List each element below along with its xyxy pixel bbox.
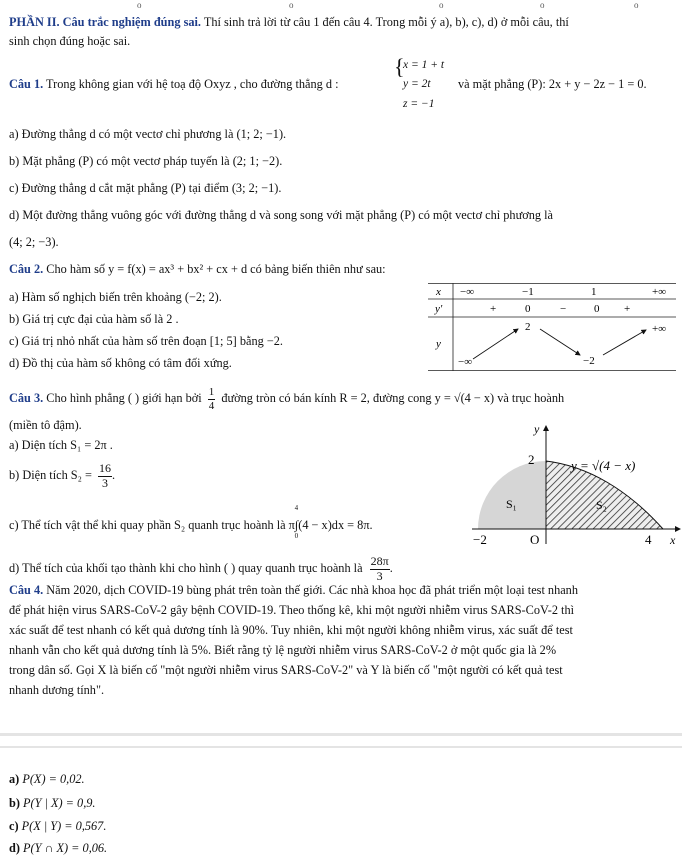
q3-b-num: 16 xyxy=(99,461,112,475)
q3-fraction xyxy=(208,386,216,412)
option-key: d) xyxy=(9,841,20,855)
q4-option-c xyxy=(9,819,106,835)
q1-brace: { xyxy=(394,54,405,79)
x-axis-label: x xyxy=(670,533,676,547)
vt-y-val: +∞ xyxy=(652,323,667,335)
vt-sign: − xyxy=(560,303,567,315)
q3-graph xyxy=(468,420,682,548)
q3-text3: (miền tô đậm). xyxy=(9,418,82,432)
q3-frac-num: 1 xyxy=(208,386,215,398)
vt-x-val: +∞ xyxy=(652,286,667,298)
q4-line-5: trong dân số. Gọi X là biến cố "một người nhiễm virus SARS-CoV-2" và Y là biến cố "một người có kết quả test xyxy=(9,663,563,677)
q3-c-expr: π∫(4 − x)dx = 8π. xyxy=(288,518,373,532)
q3-stem xyxy=(9,386,564,412)
tick-2: 2 xyxy=(528,452,535,467)
q2-c: c) Giá trị nhỏ nhất của hàm số trên đoạn [1; 5] bằng −2. xyxy=(9,334,283,348)
q2-b: b) Giá trị cực đại của hàm số là 2 . xyxy=(9,312,179,326)
s2-label: S₂ xyxy=(596,498,607,512)
top-mark: o xyxy=(289,0,294,10)
part-title: PHẦN II. Câu trắc nghiệm đúng sai. xyxy=(9,15,201,29)
q4-label: Câu 4. xyxy=(9,583,44,597)
q4-line-6: nhanh dương tính". xyxy=(9,683,105,697)
option-key: c) xyxy=(9,819,19,833)
q3-c-upper: 4 xyxy=(294,504,299,512)
vt-y-val: −∞ xyxy=(458,356,473,368)
tick-4: 4 xyxy=(645,532,652,547)
option-value: P(X) = 0,02. xyxy=(22,772,85,786)
vt-x-val: −1 xyxy=(522,286,534,298)
vt-y-val: 2 xyxy=(525,321,531,333)
q2-d: d) Đồ thị của hàm số không có tâm đối xứng. xyxy=(9,356,232,370)
q3-d-num: 28π xyxy=(370,554,389,568)
s1-region xyxy=(478,461,546,529)
q1-c: c) Đường thẳng d cắt mặt phẳng (P) tại điểm (3; 2; −1). xyxy=(9,181,282,195)
q3-b-fraction xyxy=(98,462,112,491)
q1-d-line1: d) Một đường thẳng vuông góc với đường thẳng d và song song với mặt phẳng (P) có một vectơ chỉ phương là xyxy=(9,208,553,222)
option-value: P(X | Y) = 0,567. xyxy=(21,819,107,833)
q3-d: d) Thể tích của khối tạo thành khi cho hình ( ) quay quanh trục hoành là $\frac{28\pi}{3}$ . xyxy=(9,554,393,583)
option-value: P(Y ∩ X) = 0,06. xyxy=(23,841,108,855)
q3-c-lower: 0 xyxy=(294,532,299,540)
vt-y-label: y xyxy=(436,338,441,350)
vt-sign: 0 xyxy=(525,303,531,315)
q1-plane: và mặt phẳng (P): 2x + y − 2z − 1 = 0. xyxy=(458,77,647,91)
q1-sys-2: y = 2t xyxy=(403,78,431,90)
top-mark: o xyxy=(439,0,444,10)
option-key: b) xyxy=(9,796,20,810)
origin-label: O xyxy=(530,532,540,547)
vt-x-label: x xyxy=(436,286,441,298)
q1-d-line2: (4; 2; −3). xyxy=(9,235,59,249)
vt-arrow-up xyxy=(473,329,518,359)
option-value: P(Y | X) = 0,9. xyxy=(23,796,96,810)
q3-c-text: c) Thể tích vật thể khi quay phần S₂ quanh trục hoành là xyxy=(9,518,286,532)
q3-a: a) Diện tích S₁ = 2π . xyxy=(9,438,113,452)
vt-arrow-down xyxy=(540,329,580,355)
q3-frac-den: 4 xyxy=(208,399,215,412)
top-mark: o xyxy=(137,0,142,10)
vt-sign: + xyxy=(490,303,497,315)
vt-yp-label: y' xyxy=(435,303,443,315)
q2-text: Cho hàm số y = f(x) = ax³ + bx² + cx + d có bảng biến thiên như sau: xyxy=(46,262,386,276)
part-instruction-2: sinh chọn đúng hoặc sai. xyxy=(9,34,131,48)
q3-b: b) Diện tích S₂ = $\frac{16}{3}$ . xyxy=(9,461,116,490)
option-key: a) xyxy=(9,772,20,786)
q4-line-1 xyxy=(9,583,578,599)
vt-x-val: −∞ xyxy=(460,286,475,298)
q3-b-den: 3 xyxy=(102,475,109,490)
q3-text1: Cho hình phẳng ( ) giới hạn bởi xyxy=(46,390,202,405)
vt-arrow-up xyxy=(603,330,646,355)
q1-text: Trong không gian với hệ toạ độ Oxyz , cho đường thẳng d : xyxy=(46,77,339,91)
top-mark: o xyxy=(634,0,639,10)
curve-label: y = √(4 − x) xyxy=(571,458,636,473)
vt-y-val: −2 xyxy=(583,355,595,367)
separator xyxy=(0,733,682,736)
q1-stem xyxy=(9,77,338,93)
vt-sign: + xyxy=(624,303,631,315)
q4-option-d xyxy=(9,841,107,857)
q2-stem xyxy=(9,262,386,278)
q4-line-4: nhanh vẫn cho kết quả dương tính là 5%. Biết rằng tỷ lệ người nhiễm virus SARS-CoV-2 ở một quốc gia là 2% xyxy=(9,643,557,657)
tick-minus-2: −2 xyxy=(473,532,487,547)
q1-sys-1: x = 1 + t xyxy=(403,59,445,71)
part-header xyxy=(9,15,569,31)
q1-b: b) Mặt phẳng (P) có một vectơ pháp tuyến là (2; 1; −2). xyxy=(9,154,283,168)
separator xyxy=(0,746,682,748)
top-mark: o xyxy=(540,0,545,10)
q4-line-3: xác suất để test nhanh có kết quả dương tính là 90%. Tuy nhiên, khi một người không nhiễm virus, xác suất để test xyxy=(9,623,573,637)
q2-label: Câu 2. xyxy=(9,262,44,276)
q4-line-2: để phát hiện virus SARS-CoV-2 gây bệnh COVID-19. Theo thống kê, khi một người nhiễm virus SARS-CoV-2 thì xyxy=(9,603,575,617)
vt-sign: 0 xyxy=(594,303,600,315)
variation-table xyxy=(428,283,676,371)
q4-option-b xyxy=(9,796,96,812)
q4-text: Năm 2020, dịch COVID-19 bùng phát trên toàn thế giới. Các nhà khoa học đã phát triển một loại test nhanh xyxy=(46,583,578,597)
q4-option-a xyxy=(9,772,85,788)
q3-d-den: 3 xyxy=(376,568,383,583)
vt-x-val: 1 xyxy=(591,286,597,298)
q2-a: a) Hàm số nghịch biến trên khoảng (−2; 2). xyxy=(9,290,222,304)
q3-c xyxy=(9,504,373,540)
s1-label: S₁ xyxy=(506,497,517,511)
q3-d-fraction xyxy=(370,555,390,584)
q1-sys-3: z = −1 xyxy=(403,98,435,110)
q3-label: Câu 3. xyxy=(9,390,44,405)
q3-b-text: b) Diện tích S₂ = xyxy=(9,468,92,483)
y-axis-label: y xyxy=(534,422,540,436)
q3-text2: đường tròn có bán kính R = 2, đường cong y = √(4 − x) và trục hoành xyxy=(221,390,565,405)
part-instruction: Thí sinh trả lời từ câu 1 đến câu 4. Trong mỗi ý a), b), c), d) ở mỗi câu, thí xyxy=(203,15,569,29)
q3-c-integral xyxy=(288,504,373,540)
q1-a: a) Đường thẳng d có một vectơ chỉ phương là (1; 2; −1). xyxy=(9,127,287,141)
q1-label: Câu 1. xyxy=(9,77,44,91)
q3-d-text: d) Thể tích của khối tạo thành khi cho hình ( ) quay quanh trục hoành là xyxy=(9,561,363,576)
